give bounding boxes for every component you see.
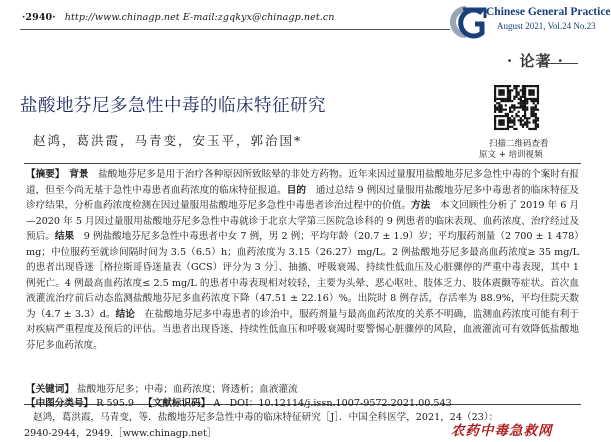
article-title: 盐酸地芬尼多急性中毒的临床特征研究 (20, 96, 326, 116)
journal-issue: August 2021, Vol.24 No.23 (497, 21, 596, 31)
column-label: · 论著 · (507, 52, 564, 70)
keywords-text: 盐酸地芬尼多；中毒；血药浓度；肾透析；血液灌流 (77, 384, 298, 395)
objective-text: 通过总结 9 例因过量服用盐酸地芬尼多中毒患者的临床特征及诊疗结果，分析血药浓度检测在因过量服用盐酸地芬尼多急性中毒患者诊治过程中的价值。 (26, 184, 580, 211)
methods-text: 本文回顾性分析了 2019 年 6 月—2020 年 5 月因过量服用盐酸地芬尼多急性中毒就诊于北京大学第三医院急诊科的 9 例患者的临床表现、血药浓度、治疗经过及预后。 (26, 200, 580, 242)
clc-value: R 595.9 (96, 398, 134, 409)
journal-contact: http://www.chinagp.net E-mail:zgqkyx@chinagp.net.cn (64, 12, 335, 23)
clc-label: 【中图分类号】 (26, 398, 94, 409)
page-number: ·2940· (22, 12, 56, 23)
journal-name: Chinese General Practice (486, 6, 611, 18)
label-background: 背景 (69, 169, 89, 180)
label-objective: 目的 (286, 184, 307, 196)
running-header (22, 12, 335, 23)
doi-text: DOI：10.12114/j.issn.1007-9572.2021.00.543 (229, 398, 452, 409)
keywords-label: 【关键词】 (26, 384, 74, 395)
citation-line-2: 2940-2944，2949.［www.chinagp.net］ (24, 428, 217, 439)
citation-line-1: 赵鸿，葛洪霞，马青变，等．盐酸地芬尼多急性中毒的临床特征研究［J］．中国全科医学，2021，24（23）： (33, 412, 499, 423)
watermark-text: 农药中毒急救网 (451, 423, 553, 439)
header-rule (20, 29, 450, 30)
qr-caption-scan: 扫描二维码查看 (489, 139, 549, 149)
qr-caption-video: 原文 + 培训视频 (479, 150, 543, 160)
background-text: 盐酸地芬尼多是用于治疗各种原因所致眩晕的非处方药物。近年来因过量服用盐酸地芬尼多急性中毒的个案时有报道，但至今尚无基于急性中毒患者血药浓度的临床特征报道。 (26, 169, 580, 196)
doc-code-value: A (213, 398, 221, 409)
doc-code-label: 【文献标识码】 (143, 398, 211, 409)
abstract-heading: 【摘要】 (26, 169, 60, 180)
journal-logo-icon (449, 3, 487, 39)
results-text: 9 例盐酸地芬尼多急性中毒患者中女 7 例，男 2 例；平均年龄（20.7 ± 1.9）岁；平均服药剂量（2 700 ± 1 478）mg；中位服药至就诊间隔时间为 3.5（6.5）h；血药浓度为 3.15（26.27）mg/L。2 例盐酸地芬尼多最高血药浓度≥ 35 mg/L 的患者出现昏迷［格拉斯哥昏迷量表（GCS）评分为 3 分］、抽搐、呼吸衰竭、持续性低血压及心脏骤停的严重中毒表现，其中 1 例死亡。4 例最高血药浓度≤ 2.5 mg/L 的患者中毒表现相对较轻，主要为头晕、恶心呕吐、肢体乏力、肢体震颤等症状。首次血液灌流治疗前后动态监测盐酸地芬尼多血药浓度下降（47.51 ± 22.16）%。出院时 8 例存活，存活率为 88.9%，平均住院天数为（4.7 ± 3.3）d。 (26, 231, 580, 320)
label-conclusion: 结论 (115, 308, 135, 320)
author-list: 赵鸿，葛洪霞，马青变，安玉平，郭治国* (33, 133, 303, 148)
label-methods: 方法 (411, 200, 431, 211)
classification-line (26, 395, 452, 409)
column-rule (540, 63, 578, 64)
conclusion-text: 在盐酸地芬尼多中毒患者的诊治中，服药剂量与最高血药浓度的关系不明确，监测血药浓度可能有利于对疾病严重程度及预后的评估。当患者出现昏迷、持续性低血压和呼吸衰竭时要警惕心脏骤停的风险，血液灌流可有效降低盐酸地芬尼多血药浓度。 (26, 308, 580, 351)
abstract-text (26, 167, 579, 353)
keywords-line (26, 381, 298, 395)
label-results: 结果 (54, 231, 75, 242)
qr-code-icon[interactable] (494, 85, 539, 130)
